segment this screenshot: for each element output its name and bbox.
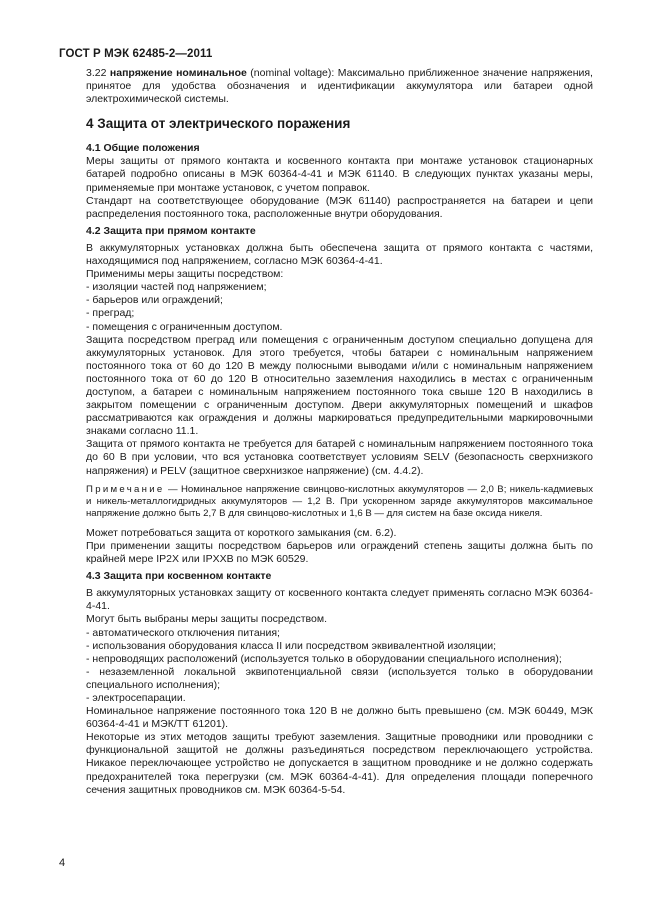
s4-2-paragraph-3: Защита посредством преград или помещения с ограниченным доступом специально допущена для аккумуляторных установок. Для этого требуется, чтобы батареи с номинальным напряжением постоянного тока от 60 до 120 В между полюсными выводами и/или с номинальным напряжением постоянного тока от 60 до 120 В относительно заземления находились в местах с ограниченным доступом, а батареи с номинальным напряжением постоянного тока свыше 120 В находились в закрытом помещении с ограниченным доступом. Двери аккумуляторных помещений и шкафов рассматриваются как ограждения и должны маркироваться предупредительными маркировочными знаками согласно 11.1. <box>86 333 593 438</box>
note-label: Примечание <box>86 483 165 495</box>
page-content <box>86 67 593 797</box>
s4-2-paragraph-2: Применимы меры защиты посредством: <box>86 268 284 281</box>
s4-3-paragraph-2: Могут быть выбраны меры защиты посредством. <box>86 613 327 626</box>
s4-3-list-item: - непроводящих расположений (используется только в оборудовании специального исполнения); <box>86 652 562 665</box>
s4-3-list-item: - автоматического отключения питания; <box>86 626 280 639</box>
definition-number: 3.22 <box>86 67 110 79</box>
s4-2-list-item: - изоляции частей под напряжением; <box>86 281 267 294</box>
s4-3-list-item: - электросепарации. <box>86 691 186 704</box>
definition-3-22 <box>86 67 593 106</box>
s4-2-note <box>86 484 593 521</box>
s4-3-paragraph-3: Номинальное напряжение постоянного тока 120 В не должно быть превышено (см. МЭК 60449, МЭК 60364-4-41 и МЭК/ТТ 61201). <box>86 705 593 731</box>
subsection-4-3-title: 4.3 Защита при косвенном контакте <box>86 570 272 583</box>
section-4-title: 4 Защита от электрического поражения <box>86 116 351 132</box>
document-header: ГОСТ Р МЭК 62485-2—2011 <box>59 48 213 60</box>
subsection-4-1-title: 4.1 Общие положения <box>86 142 200 155</box>
s4-3-paragraph-1: В аккумуляторных установках защиту от косвенного контакта следует применять согласно МЭК 60364-4-41. <box>86 587 593 613</box>
s4-2-list-item: - барьеров или ограждений; <box>86 294 223 307</box>
s4-2-list-item: - помещения с ограниченным доступом. <box>86 320 283 333</box>
s4-3-list-item: - использования оборудования класса II или посредством эквивалентной изоляции; <box>86 639 497 652</box>
s4-3-list-item: - незаземленной локальной эквипотенциальной связи (используется только в оборудовании специального исполнения); <box>86 665 593 691</box>
s4-3-paragraph-4: Некоторые из этих методов защиты требуют заземления. Защитные проводники или проводники с функциональной защитой не должны разъединяться посредством переключающего устройства. Никакое переключающее устройство не допускается в защитном проводнике и не должно содержать предохранителей тока перегрузки (см. МЭК 60364-4-41). Для определения площади поперечного сечения защитных проводников см. МЭК 60364-5-54. <box>86 731 593 796</box>
definition-text: (nominal voltage): Максимально приближенное значение напряжения, принятое для удобства обозначения и идентификации аккумулятора или батареи одной электрохимической системы. <box>86 67 593 106</box>
s4-2-paragraph-5: Может потребоваться защита от короткого замыкания (см. 6.2). <box>86 526 397 539</box>
s4-1-paragraph-1: Меры защиты от прямого контакта и косвенного контакта при монтаже установок стационарных батарей подробно описаны в МЭК 60364-4-41 и МЭК 61140. В следующих пунктах указаны меры, применяемые при монтаже установок, с учетом поправок. <box>86 155 593 194</box>
s4-2-paragraph-6: При применении защиты посредством барьеров или ограждений степень защиты должна быть по крайней мере IP2X или IPXXB по МЭК 60529. <box>86 539 593 566</box>
page-number: 4 <box>59 857 66 869</box>
s4-2-paragraph-4: Защита от прямого контакта не требуется для батарей с номинальным напряжением постоянного тока до 60 В при условии, что вся установка соответствует условиям SELV (безопасность сверхнизкого напряжения) и PELV (защитное сверхнизкое напряжение) (см. 4.4.2). <box>86 438 593 477</box>
definition-term: напряжение номинальное <box>109 67 247 79</box>
s4-2-list-item: - преград; <box>86 307 135 320</box>
s4-1-paragraph-2: Стандарт на соответствующее оборудование (МЭК 61140) распространяется на батареи и цепи распределения постоянного тока, расположенные внутри оборудования. <box>86 194 593 220</box>
note-text: — Номинальное напряжение свинцово-кислотных аккумуляторов — 2,0 В; никель-кадмиевых и никель-металлогидридных аккумуляторов — 1,2 В. При ускоренном заряде аккумуляторов максимальное напряжение должно быть 2,7 В для свинцово-кислотных и 1,6 В — для систем на базе оксида никеля. <box>86 483 593 520</box>
subsection-4-2-title: 4.2 Защита при прямом контакте <box>86 224 256 237</box>
s4-2-paragraph-1: В аккумуляторных установках должна быть обеспечена защита от прямого контакта с частями, находящимися под напряжением, согласно МЭК 60364-4-41. <box>86 241 593 268</box>
